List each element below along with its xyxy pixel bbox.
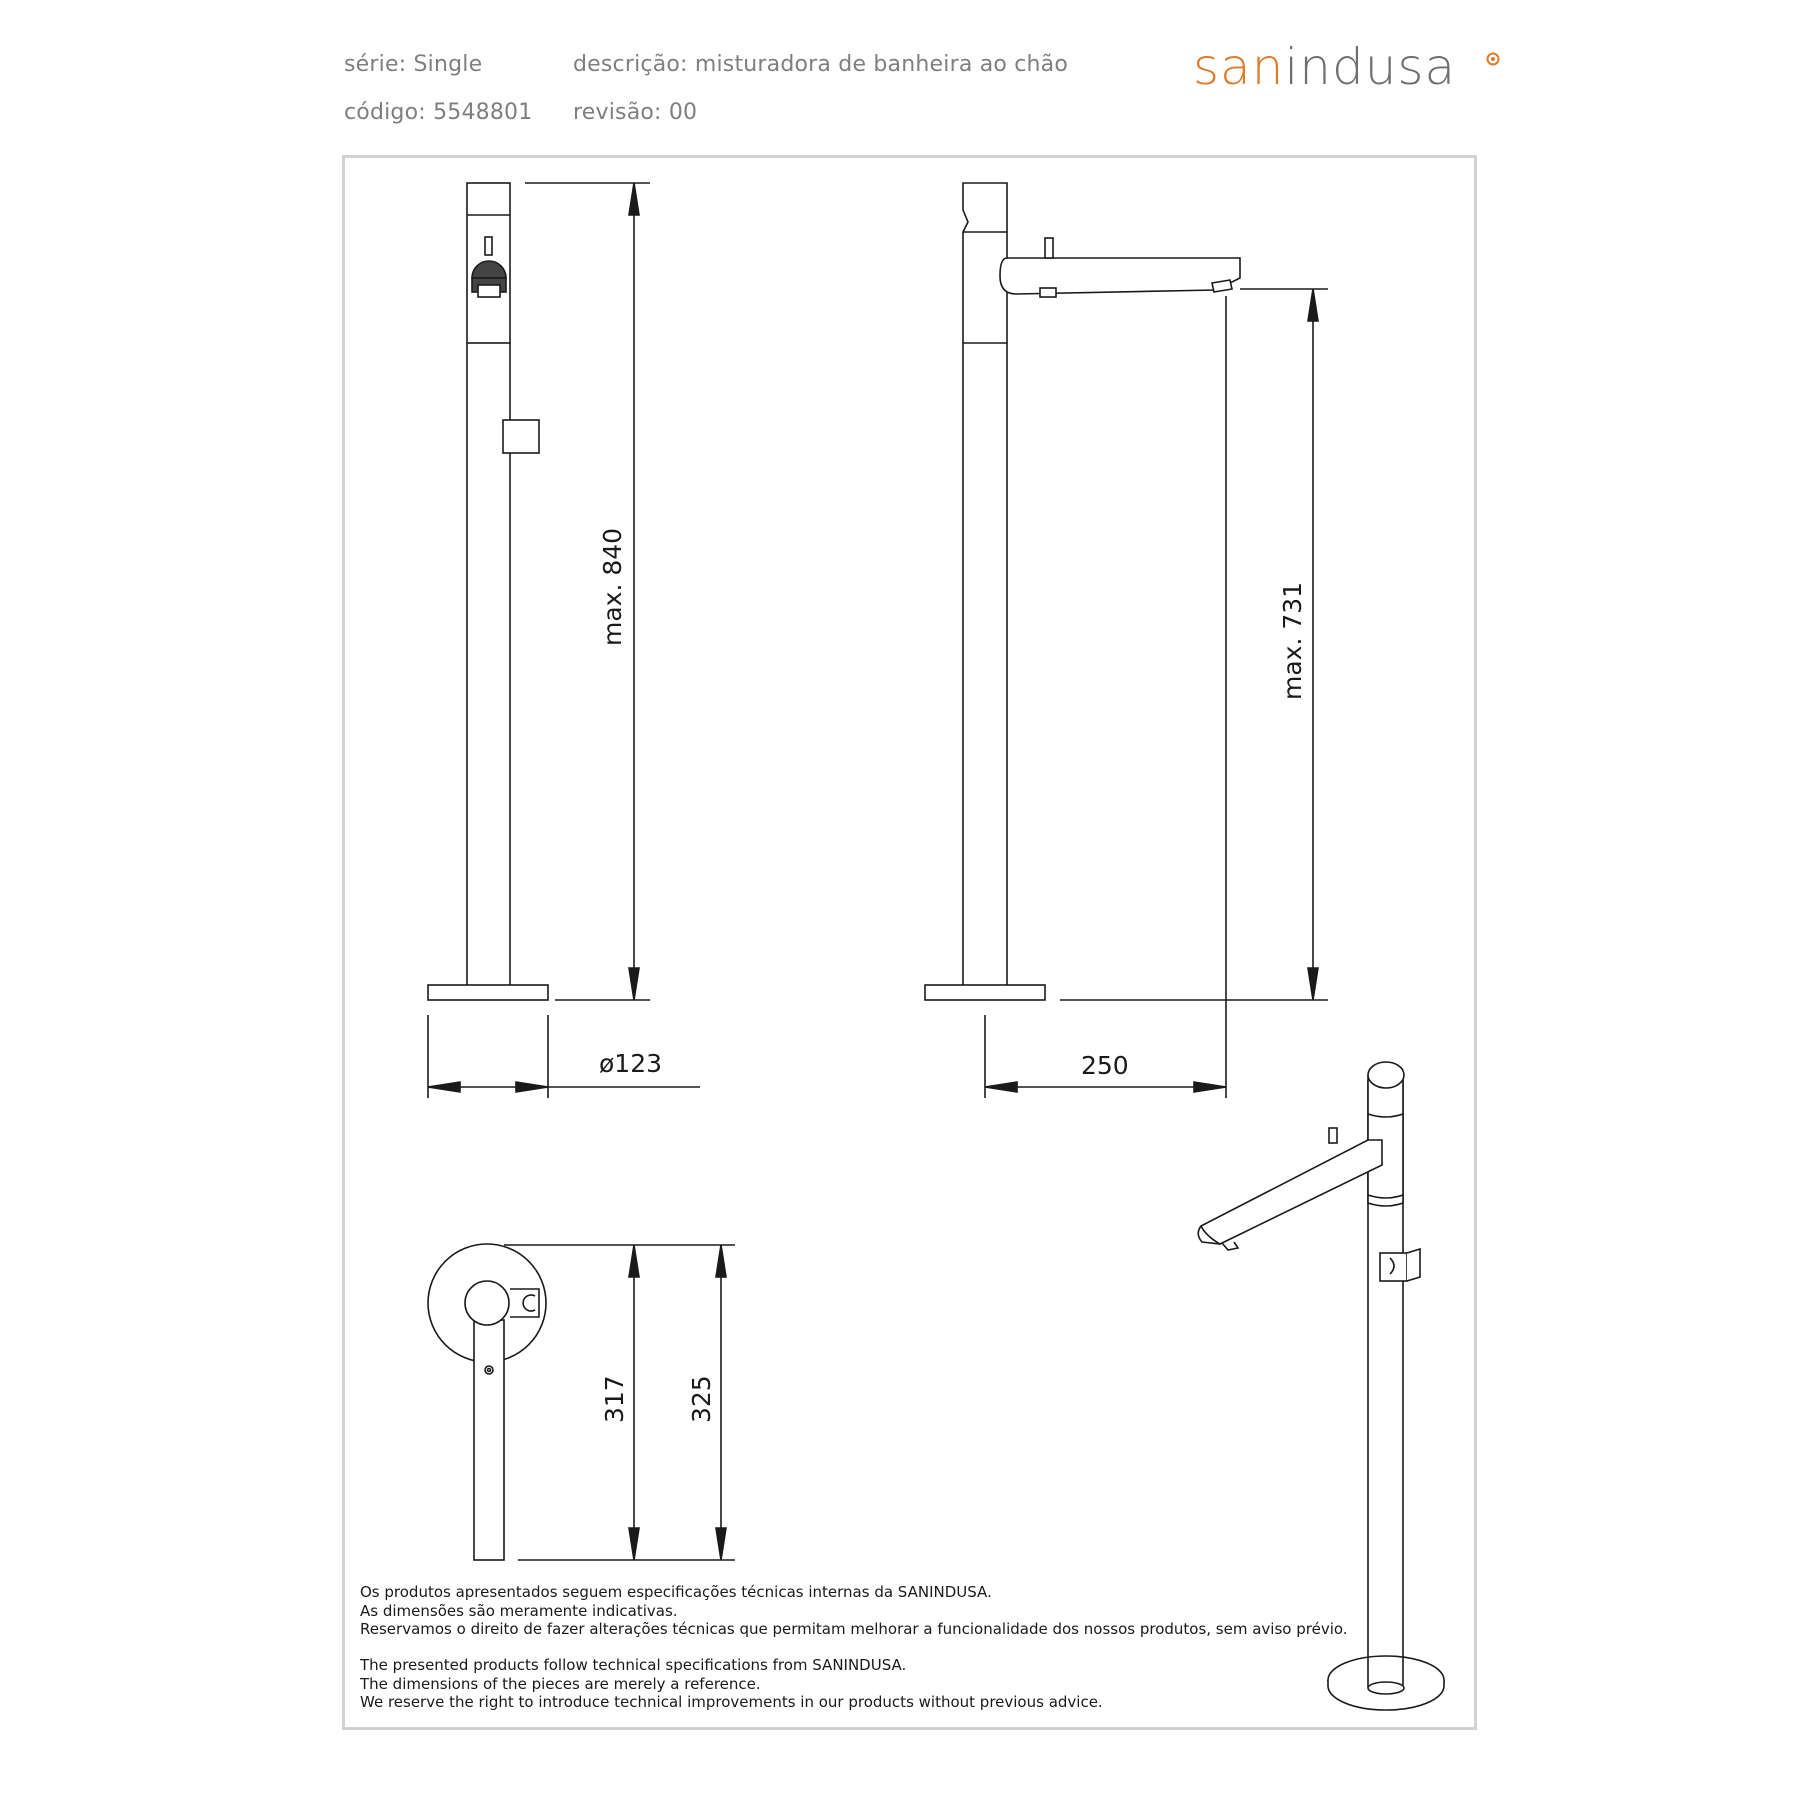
top-spout: [474, 1320, 504, 1560]
top-body-circle: [465, 1281, 509, 1325]
front-view: [428, 183, 548, 1000]
top-view: [428, 1244, 546, 1560]
front-base-plate: [428, 985, 548, 1000]
notes-pt: [360, 1583, 1348, 1639]
spout-reach-dimension: [985, 296, 1226, 1098]
note-en-line: The dimensions of the pieces are merely a reference.: [360, 1674, 761, 1693]
handshower-holder: [503, 420, 539, 453]
revision-label: revisão: 00: [573, 100, 698, 125]
note-en-line: The presented products follow technical specifications from SANINDUSA.: [360, 1656, 907, 1674]
side-base-plate: [925, 985, 1045, 1000]
top-325-label: 325: [687, 1375, 716, 1423]
spout-reach-label: 250: [1081, 1051, 1129, 1080]
series-label: série: Single: [344, 52, 483, 77]
side-height-label: max. 731: [1278, 581, 1307, 700]
front-height-label: max. 840: [598, 527, 627, 646]
front-height-dimension: [525, 183, 650, 1000]
description-label: descrição: misturadora de banheira ao chão: [573, 52, 1069, 77]
diverter-knob: [1045, 238, 1053, 258]
notes-en: [360, 1656, 1103, 1712]
code-label: código: 5548801: [344, 100, 533, 125]
logo-text-indusa: indusa: [1284, 38, 1457, 96]
base-diameter-label: ø123: [599, 1049, 663, 1078]
note-en-line: We reserve the right to introduce technical improvements in our products without previous advice.: [360, 1693, 1103, 1711]
note-pt-line: Reservamos o direito de fazer alterações técnicas que permitam melhorar a funcionalidade dos nossos produtos, sem aviso prévio.: [360, 1620, 1348, 1638]
note-pt-line: Os produtos apresentados seguem especificações técnicas internas da SANINDUSA.: [360, 1583, 992, 1601]
perspective-spout: [1198, 1140, 1382, 1244]
note-pt-line: As dimensões são meramente indicativas.: [360, 1601, 678, 1620]
top-317-label: 317: [600, 1375, 629, 1423]
side-view: [925, 183, 1240, 1000]
spout: [1000, 258, 1240, 294]
logo-text-san: san: [1193, 38, 1285, 96]
